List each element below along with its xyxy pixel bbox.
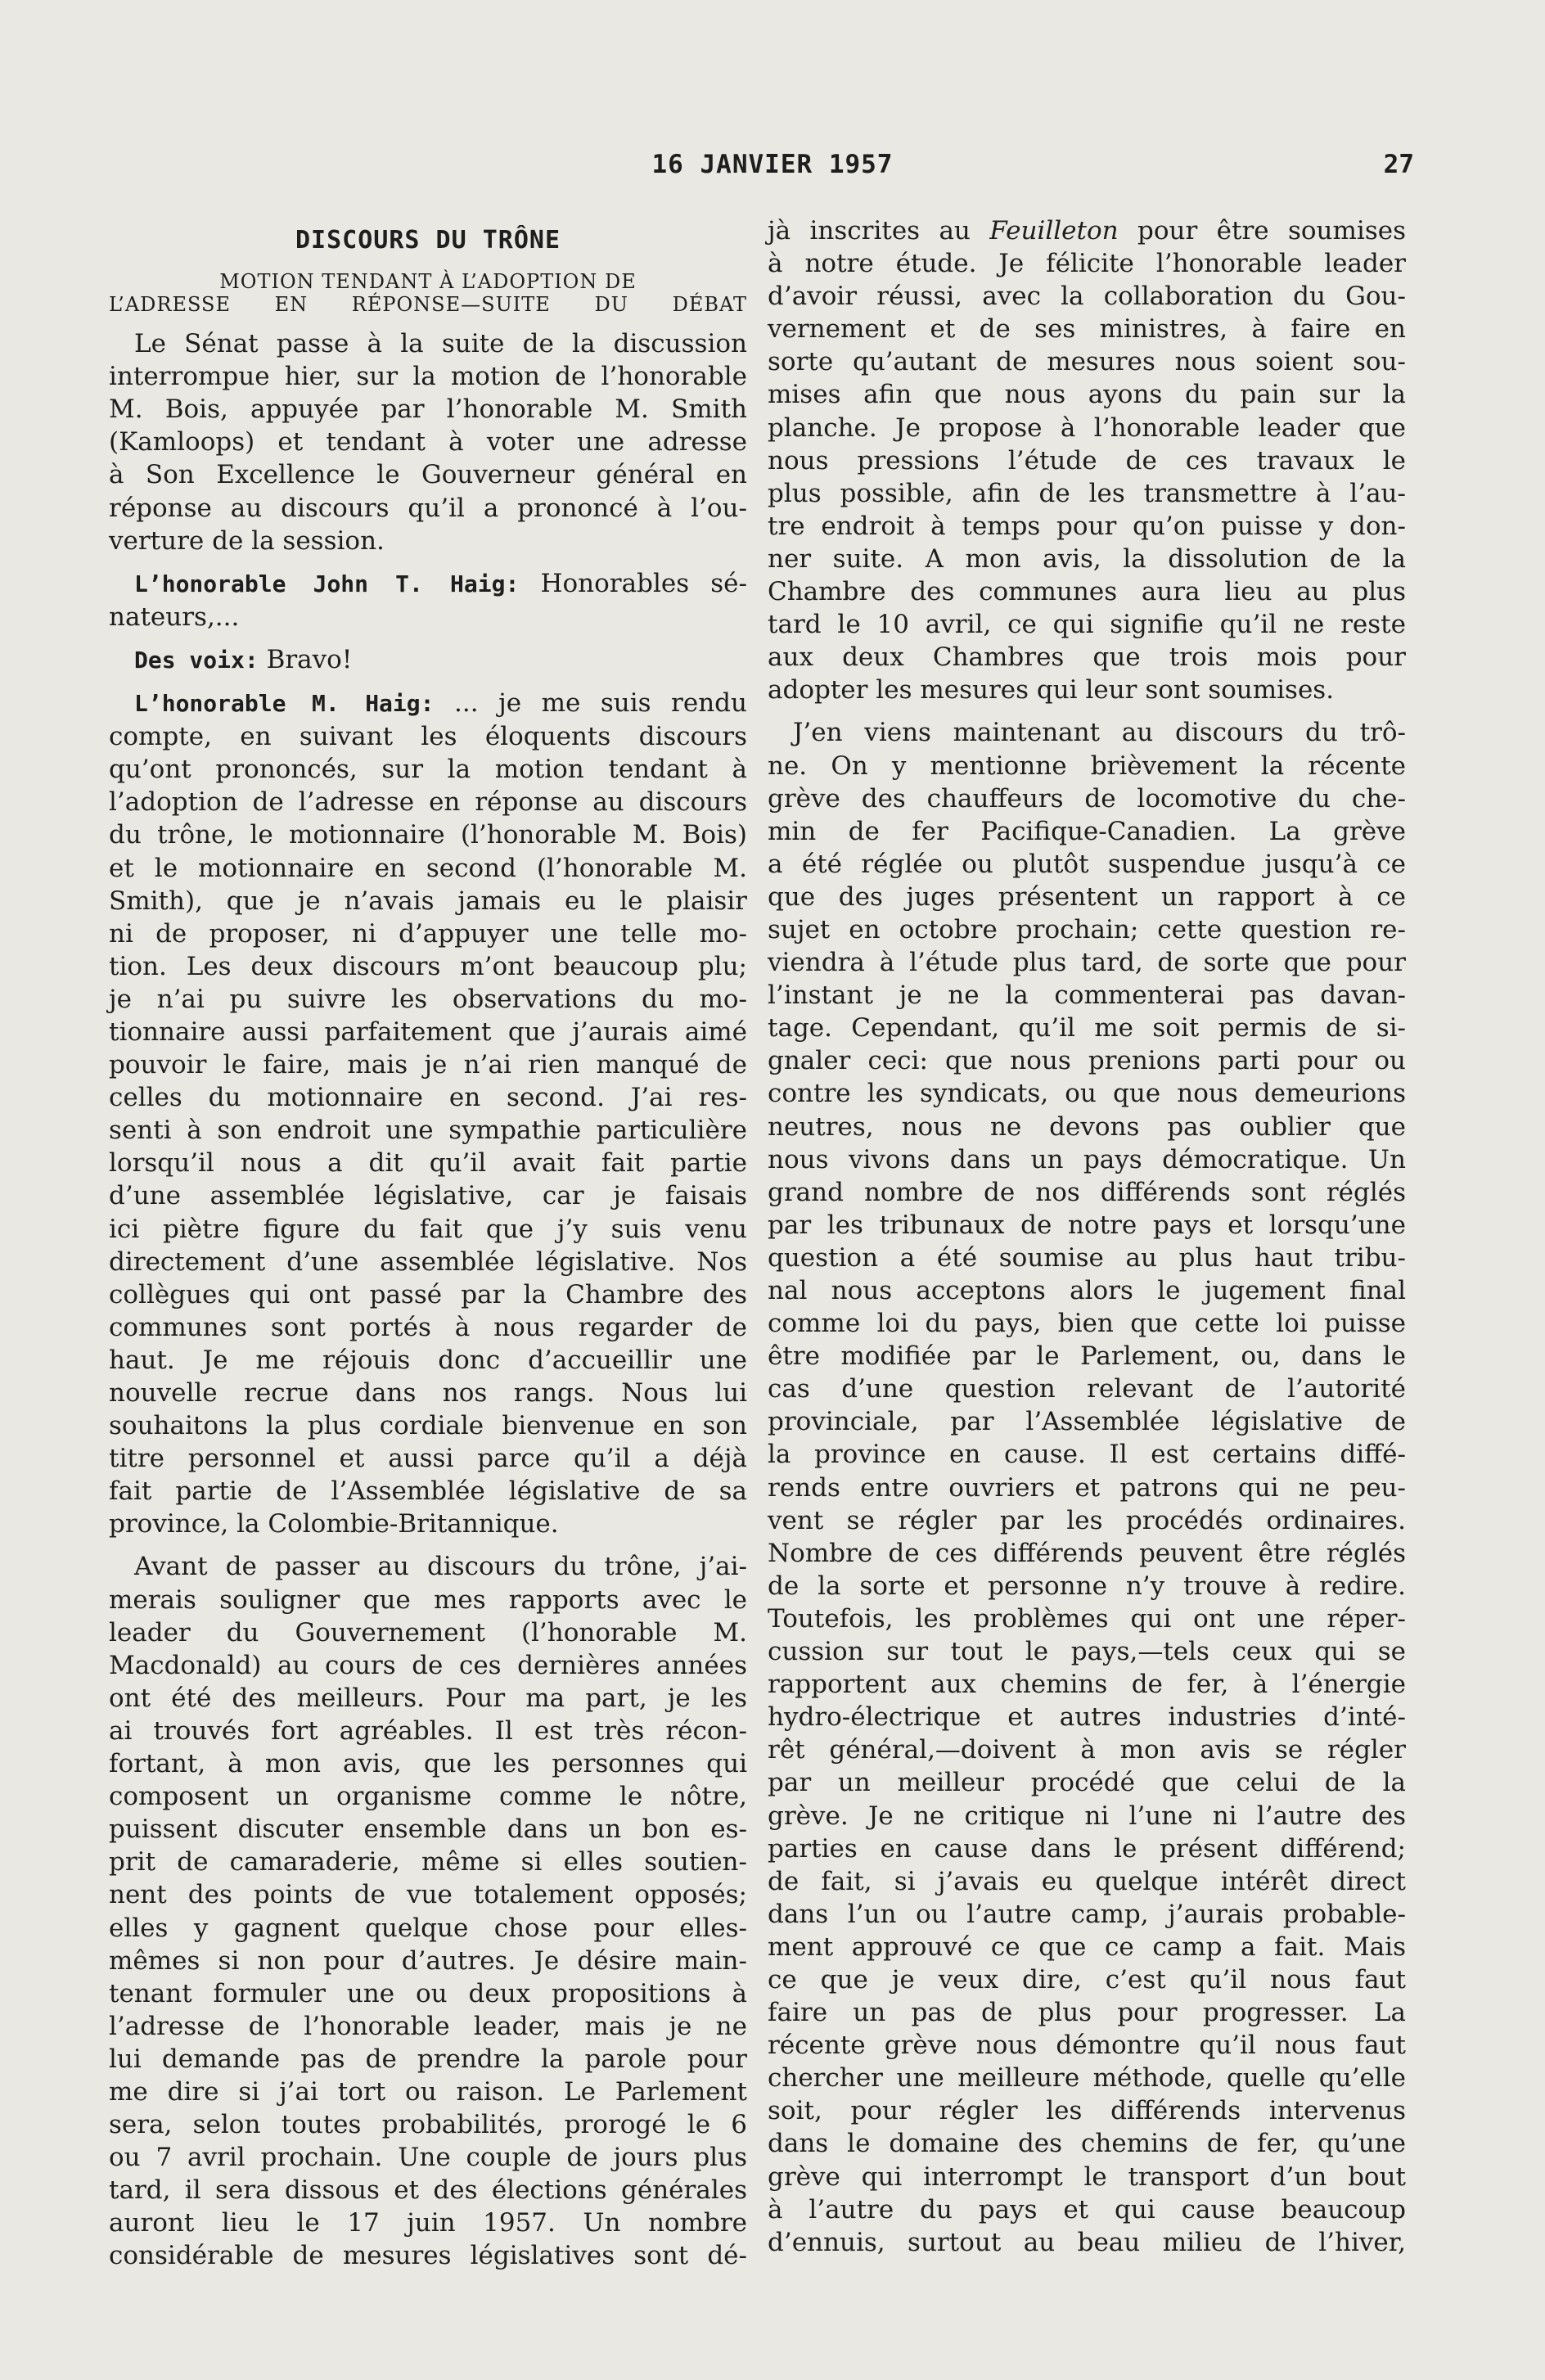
text-line: contre les syndicats, ou que nous demeurions bbox=[768, 1079, 1406, 1109]
text-line: merais souligner que mes rapports avec le bbox=[109, 1584, 747, 1615]
text-line: ici piètre figure du fait que j’y suis venu bbox=[109, 1214, 747, 1244]
text-line: senti à son endroit une sympathie particulière bbox=[109, 1116, 747, 1146]
paragraph bbox=[768, 716, 1406, 2258]
text-line bbox=[109, 567, 747, 601]
text-line: viendra à l’étude plus tard, de sorte que pour bbox=[768, 948, 1406, 978]
text-line: considérable de mesures législatives sont dé- bbox=[109, 2241, 747, 2271]
text-line: nous pressions l’étude de ces travaux le bbox=[768, 445, 1406, 476]
text-line: rends entre ouvriers et patrons qui ne peu- bbox=[768, 1472, 1406, 1503]
text-line: Macdonald) au cours de ces dernières années bbox=[109, 1650, 747, 1680]
speaker-name: L’honorable John T. Haig: bbox=[134, 570, 520, 597]
text-line: tard, il sera dissous et des élections générales bbox=[109, 2175, 747, 2206]
text-line: tard le 10 avril, ce qui signifie qu’il ne reste bbox=[768, 610, 1406, 640]
text-line: nent des points de vue totalement opposés; bbox=[109, 1880, 747, 1910]
text-line: du trône, le motionnaire (l’honorable M. Bois) bbox=[109, 820, 747, 850]
paragraph bbox=[768, 214, 1406, 706]
text-line: de la sorte et personne n’y trouve à redire. bbox=[768, 1571, 1406, 1601]
text-line: titre personnel et aussi parce qu’il a déjà bbox=[109, 1444, 747, 1474]
text-line: nal nous acceptons alors le jugement final bbox=[768, 1276, 1406, 1305]
text-line: ai trouvés fort agréables. Il est très récon- bbox=[109, 1715, 747, 1746]
text-line: ment approuvé ce que ce camp a fait. Mais bbox=[768, 1931, 1406, 1962]
text-line: adopter les mesures qui leur sont soumises. bbox=[768, 675, 1335, 705]
text-line: qu’ont prononcés, sur la motion tendant à bbox=[109, 755, 747, 785]
text-line: souhaitons la plus cordiale bienvenue en son bbox=[109, 1411, 747, 1441]
text-line: collègues qui ont passé par la Chambre des bbox=[109, 1279, 747, 1309]
text-line: d’ennuis, surtout au beau milieu de l’hiver, bbox=[768, 2227, 1406, 2257]
text-line: aux deux Chambres que trois mois pour bbox=[768, 642, 1406, 673]
text-line: plus possible, afin de les transmettre à l’au- bbox=[768, 478, 1406, 508]
text-line: l’adoption de l’adresse en réponse au discours bbox=[109, 787, 747, 818]
text-line: sorte qu’autant de mesures nous soient sou- bbox=[768, 347, 1406, 377]
text-line: ner suite. A mon avis, la dissolution de la bbox=[768, 543, 1406, 574]
text-line: d’avoir réussi, avec la collaboration du Gou- bbox=[768, 282, 1406, 312]
text-line: soit, pour régler les différends intervenus bbox=[768, 2096, 1406, 2126]
page-header bbox=[0, 150, 1545, 191]
text-line: ont été des meilleurs. Pour ma part, je les bbox=[109, 1683, 747, 1713]
text-line: haut. Je me réjouis donc d’accueillir une bbox=[109, 1345, 747, 1375]
text-line: composent un organisme comme le nôtre, bbox=[109, 1782, 747, 1812]
text-line: (Kamloops) et tendant à voter une adresse bbox=[109, 427, 747, 458]
text-line: récente grève nous démontre qu’il nous faut bbox=[768, 2031, 1406, 2061]
paragraph bbox=[109, 687, 747, 1540]
section-subheading bbox=[109, 270, 747, 316]
text-line: je n’ai pu suivre les observations du mo- bbox=[109, 984, 747, 1014]
text-line: et le motionnaire en second (l’honorable M. bbox=[109, 853, 747, 883]
text-line: cas d’une question relevant de l’autorité bbox=[768, 1374, 1406, 1404]
text-line: M. Bois, appuyée par l’honorable M. Smith bbox=[109, 394, 747, 425]
text-line: ni de proposer, ni d’appuyer une telle mo- bbox=[109, 918, 747, 949]
text-line: question a été soumise au plus haut tribu- bbox=[768, 1242, 1406, 1273]
text-line: elles y gagnent quelque chose pour elles- bbox=[109, 1913, 747, 1943]
text-line: comme loi du pays, bien que cette loi puisse bbox=[768, 1309, 1406, 1339]
text-line: vernement et de ses ministres, à faire en bbox=[768, 314, 1406, 345]
subheading-line: MOTION TENDANT À L’ADOPTION DE bbox=[219, 270, 637, 294]
text-line: provinciale, par l’Assemblée législative de bbox=[768, 1407, 1406, 1437]
section-heading: DISCOURS DU TRÔNE bbox=[295, 226, 561, 255]
text-line: interrompue hier, sur la motion de l’honorable bbox=[109, 362, 747, 392]
text-line: grève. Je ne critique ni l’une ni l’autre des bbox=[768, 1801, 1406, 1831]
text-line: grève qui interrompt le transport d’un bout bbox=[768, 2161, 1406, 2192]
text-line: faire un pas de plus pour progresser. La bbox=[768, 1998, 1406, 2028]
text-line: Nombre de ces différends peuvent être réglés bbox=[768, 1538, 1406, 1568]
text-line: province, la Colombie-Britannique. bbox=[109, 1509, 559, 1539]
text-line: tage. Cependant, qu’il me soit permis de si- bbox=[768, 1013, 1406, 1044]
text-line: mêmes si non pour d’autres. Je désire main- bbox=[109, 1945, 747, 1976]
text-line: leader du Gouvernement (l’honorable M. bbox=[109, 1617, 747, 1648]
text-line: cussion sur tout le pays,—tels ceux qui se bbox=[768, 1637, 1406, 1667]
text-line: Smith), que je n’avais jamais eu le plaisir bbox=[109, 886, 747, 916]
paragraph bbox=[109, 567, 747, 633]
text-line: à notre étude. Je félicite l’honorable leader bbox=[768, 249, 1406, 279]
text-line: lorsqu’il nous a dit qu’il avait fait partie bbox=[109, 1148, 747, 1179]
text-line: neutres, nous ne devons pas oublier que bbox=[768, 1111, 1406, 1142]
text-line: directement d’une assemblée législative. Nos bbox=[109, 1246, 747, 1277]
text-line: hydro-électrique et autres industries d’inté- bbox=[768, 1702, 1406, 1733]
text-line: me dire si j’ai tort ou raison. Le Parlement bbox=[109, 2076, 747, 2107]
text-line: ce que je veux dire, c’est qu’il nous faut bbox=[768, 1964, 1406, 1995]
text-line: l’adresse de l’honorable leader, mais je ne bbox=[109, 2011, 747, 2041]
text-line: communes sont portés à nous regarder de bbox=[109, 1312, 747, 1342]
text-line: dans le domaine des chemins de fer, qu’une bbox=[768, 2129, 1406, 2159]
text-line: que des juges présentent un rapport à ce bbox=[768, 881, 1406, 912]
text-line: être modifiée par le Parlement, ou, dans le bbox=[768, 1341, 1406, 1372]
paragraph bbox=[109, 1550, 747, 2272]
text-line: l’instant je ne la commenterai pas davan- bbox=[768, 980, 1406, 1011]
text-line: nouvelle recrue dans nos rangs. Nous lui bbox=[109, 1378, 747, 1408]
text-line: ou 7 avril prochain. Une couple de jours plus bbox=[109, 2143, 747, 2173]
text-line: d’une assemblée législative, car je faisais bbox=[109, 1181, 747, 1211]
publication-title: Feuilleton bbox=[989, 216, 1119, 246]
text-line: verture de la session. bbox=[109, 525, 385, 556]
text-span: jà inscrites au bbox=[768, 216, 990, 246]
text-line: compte, en suivant les éloquents discours bbox=[109, 722, 747, 752]
text-line: à l’autre du pays et qui cause beaucoup bbox=[768, 2194, 1406, 2224]
speaker-name: L’honorable M. Haig: bbox=[134, 690, 435, 718]
text-line: a été réglée ou plutôt suspendue jusqu’à ce bbox=[768, 849, 1406, 879]
text-line: lui demande pas de prendre la parole pour bbox=[109, 2044, 747, 2074]
text-line: gnaler ceci: que nous prenions parti pour ou bbox=[768, 1046, 1406, 1076]
text-line: ne. On y mentionne brièvement la récente bbox=[768, 751, 1406, 781]
text-line: prit de camaraderie, même si elles soutien- bbox=[109, 1847, 747, 1877]
text-line: celles du motionnaire en second. J’ai res- bbox=[109, 1083, 747, 1113]
speaker-name: Des voix: bbox=[134, 646, 259, 674]
text-line: tenant formuler une ou deux propositions à bbox=[109, 1978, 747, 2008]
text-line: puissent discuter ensemble dans un bon es- bbox=[109, 1814, 747, 1845]
text-line: parties en cause dans le présent différend; bbox=[768, 1833, 1406, 1864]
speech-text: ... je me suis rendu bbox=[434, 688, 747, 719]
page-date: 16 JANVIER 1957 bbox=[651, 150, 894, 179]
right-column bbox=[768, 214, 1406, 2269]
text-line: grève des chauffeurs de locomotive du che- bbox=[768, 783, 1406, 814]
text-line: nateurs,... bbox=[109, 602, 240, 632]
text-line: tionnaire aussi parfaitement que j’aurais aimé bbox=[109, 1016, 747, 1047]
speech-text: Honorables sé- bbox=[519, 568, 747, 598]
text-line: sera, selon toutes probabilités, prorogé le 6 bbox=[109, 2110, 747, 2140]
text-line: par un meilleur procédé que celui de la bbox=[768, 1768, 1406, 1798]
text-line: fait partie de l’Assemblée législative de sa bbox=[109, 1476, 747, 1507]
text-line: la province en cause. Il est certains diffé- bbox=[768, 1440, 1406, 1470]
left-column bbox=[109, 214, 747, 2283]
text-line: rêt général,—doivent à mon avis se régler bbox=[768, 1735, 1406, 1765]
text-line: Le Sénat passe à la suite de la discussion bbox=[134, 329, 747, 359]
text-line: pouvoir le faire, mais je n’ai rien manqué de bbox=[109, 1050, 747, 1080]
text-span: pour être soumises bbox=[1118, 216, 1406, 246]
text-line: vent se régler par les procédés ordinaires. bbox=[768, 1505, 1406, 1535]
page-number: 27 bbox=[1383, 150, 1414, 179]
text-line: chercher une meilleure méthode, quelle qu’elle bbox=[768, 2063, 1406, 2094]
text-line bbox=[109, 687, 747, 720]
text-line: tre endroit à temps pour qu’on puisse y don- bbox=[768, 511, 1406, 541]
text-line: rapportent aux chemins de fer, à l’énergie bbox=[768, 1670, 1406, 1700]
text-line: grand nombre de nos différends sont réglés bbox=[768, 1177, 1406, 1207]
text-line: par les tribunaux de notre pays et lorsqu’une bbox=[768, 1210, 1406, 1240]
text-line bbox=[768, 214, 1406, 247]
text-line: nous vivons dans un pays démocratique. Un bbox=[768, 1144, 1406, 1174]
text-line: sujet en octobre prochain; cette question re- bbox=[768, 914, 1406, 944]
text-line: Chambre des communes aura lieu au plus bbox=[768, 577, 1406, 607]
text-line: planche. Je propose à l’honorable leader que bbox=[768, 412, 1406, 443]
text-line: auront lieu le 17 juin 1957. Un nombre bbox=[109, 2208, 747, 2238]
text-line: fortant, à mon avis, que les personnes qui bbox=[109, 1749, 747, 1779]
text-line: J’en viens maintenant au discours du trô- bbox=[793, 718, 1406, 748]
subheading-line: L’ADRESSE EN RÉPONSE—SUITE DU DÉBAT bbox=[109, 293, 747, 317]
text-line: à Son Excellence le Gouverneur général en bbox=[109, 460, 747, 490]
text-line: min de fer Pacifique-Canadien. La grève bbox=[768, 816, 1406, 846]
text-line: de fait, si j’avais eu quelque intérêt direct bbox=[768, 1866, 1406, 1896]
text-line bbox=[109, 643, 747, 677]
paragraph bbox=[109, 643, 747, 677]
text-line: mises afin que nous ayons du pain sur la bbox=[768, 380, 1406, 410]
text-line: tion. Les deux discours m’ont beaucoup plu; bbox=[109, 951, 747, 981]
text-line: dans l’un ou l’autre camp, j’aurais probable- bbox=[768, 1899, 1406, 1929]
paragraph bbox=[109, 327, 747, 557]
text-line: réponse au discours qu’il a prononcé à l’ou- bbox=[109, 493, 747, 523]
text-line: Avant de passer au discours du trône, j’ai- bbox=[134, 1552, 747, 1582]
speech-text: Bravo! bbox=[258, 644, 353, 674]
text-line: Toutefois, les problèmes qui ont une réper- bbox=[768, 1603, 1406, 1634]
